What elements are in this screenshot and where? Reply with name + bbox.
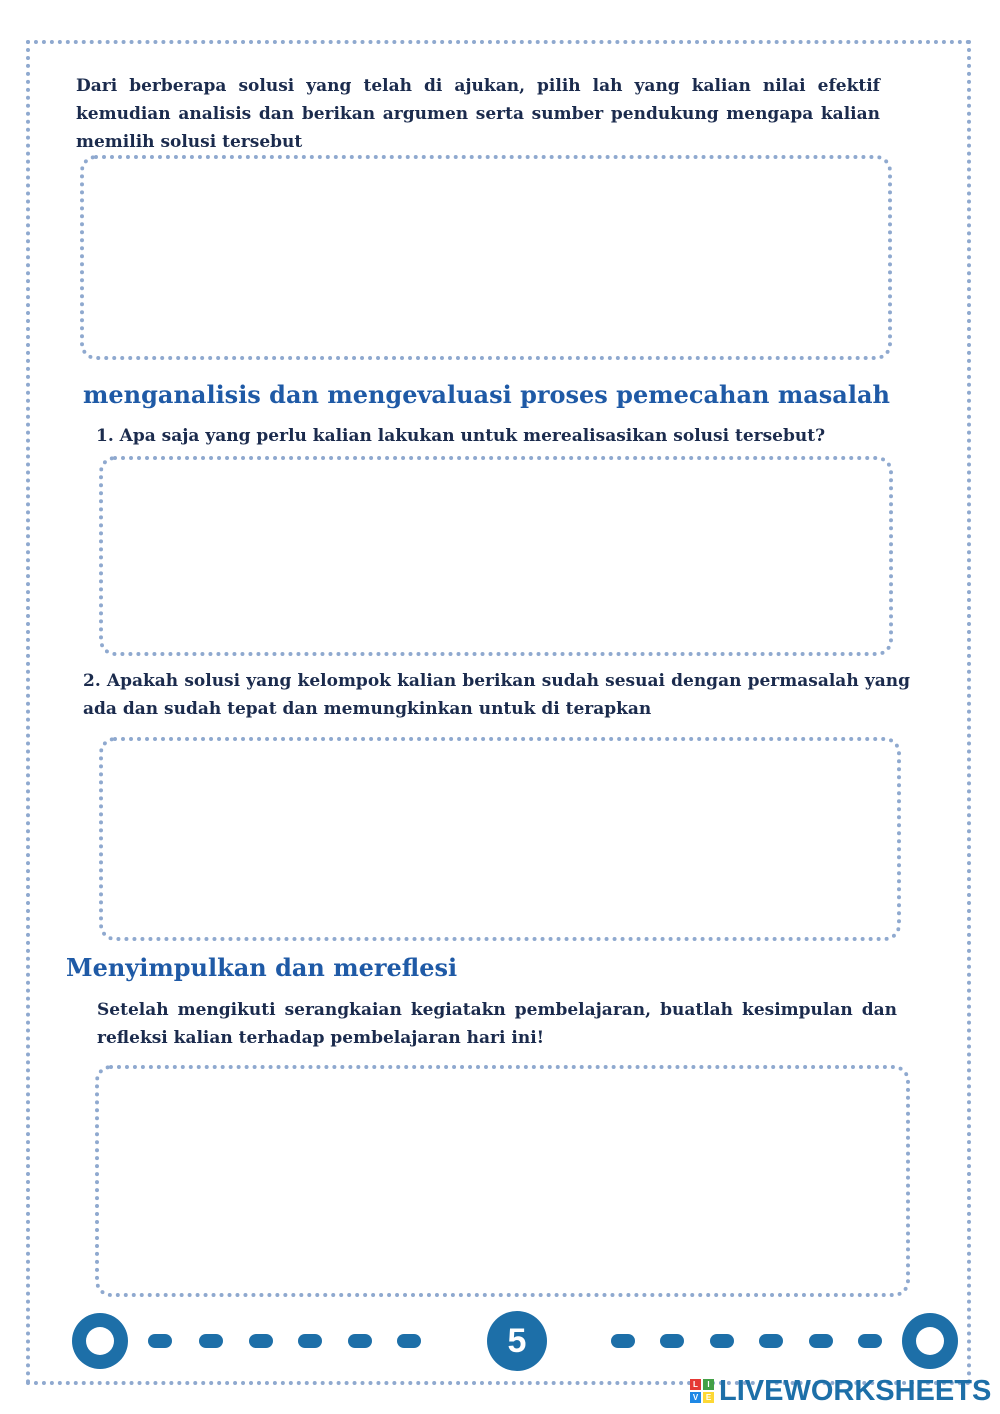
dash-icon (397, 1334, 421, 1348)
logo-letter: L (690, 1379, 701, 1390)
instruction-solution-analysis: Dari berberapa solusi yang telah di ajukan, pilih lah yang kalian nilai efektif kemudian analisis dan berikan argumen serta sumber pendukung mengapa kalian memilih solusi tersebut (76, 76, 880, 152)
dash-icon (249, 1334, 273, 1348)
page-number: 5 (487, 1311, 547, 1371)
dash-icon (348, 1334, 372, 1348)
answer-box-question-2[interactable] (99, 737, 901, 941)
question-2: 2. Apakah solusi yang kelompok kalian berikan sudah sesuai dengan permasalah yang ada dan sudah tepat dan memungkinkan untuk di terapkan (83, 671, 910, 719)
dash-icon (199, 1334, 223, 1348)
answer-input-conclusion[interactable] (99, 1069, 906, 1293)
dash-icon (858, 1334, 882, 1348)
brand-logo-icon (690, 1379, 714, 1403)
dash-icon (759, 1334, 783, 1348)
answer-box-solution-analysis[interactable] (80, 155, 892, 360)
answer-box-question-1[interactable] (99, 456, 893, 656)
ring-left-icon (72, 1313, 128, 1369)
dash-icon (809, 1334, 833, 1348)
brand-watermark (690, 1374, 991, 1408)
dash-icon (298, 1334, 322, 1348)
logo-letter: I (703, 1379, 714, 1390)
question-1: 1. Apa saja yang perlu kalian lakukan untuk merealisasikan solusi tersebut? (96, 426, 826, 446)
answer-input-question-2[interactable] (103, 741, 897, 937)
section-heading-conclusion: Menyimpulkan dan mereflesi (66, 953, 458, 982)
answer-input-solution-analysis[interactable] (84, 159, 888, 356)
footer-decoration (0, 1308, 1000, 1378)
dash-icon (611, 1334, 635, 1348)
dash-icon (148, 1334, 172, 1348)
instruction-conclusion: Setelah mengikuti serangkaian kegiatakn pembelajaran, buatlah kesimpulan dan refleksi kalian terhadap pembelajaran hari ini! (97, 1000, 897, 1048)
logo-letter: V (690, 1392, 701, 1403)
answer-box-conclusion[interactable] (95, 1065, 910, 1297)
answer-input-question-1[interactable] (103, 460, 889, 652)
logo-letter: E (703, 1392, 714, 1403)
dash-icon (710, 1334, 734, 1348)
section-heading-analysis: menganalisis dan mengevaluasi proses pemecahan masalah (83, 380, 890, 409)
ring-right-icon (902, 1313, 958, 1369)
dash-icon (660, 1334, 684, 1348)
brand-name: LIVEWORKSHEETS (719, 1374, 992, 1407)
